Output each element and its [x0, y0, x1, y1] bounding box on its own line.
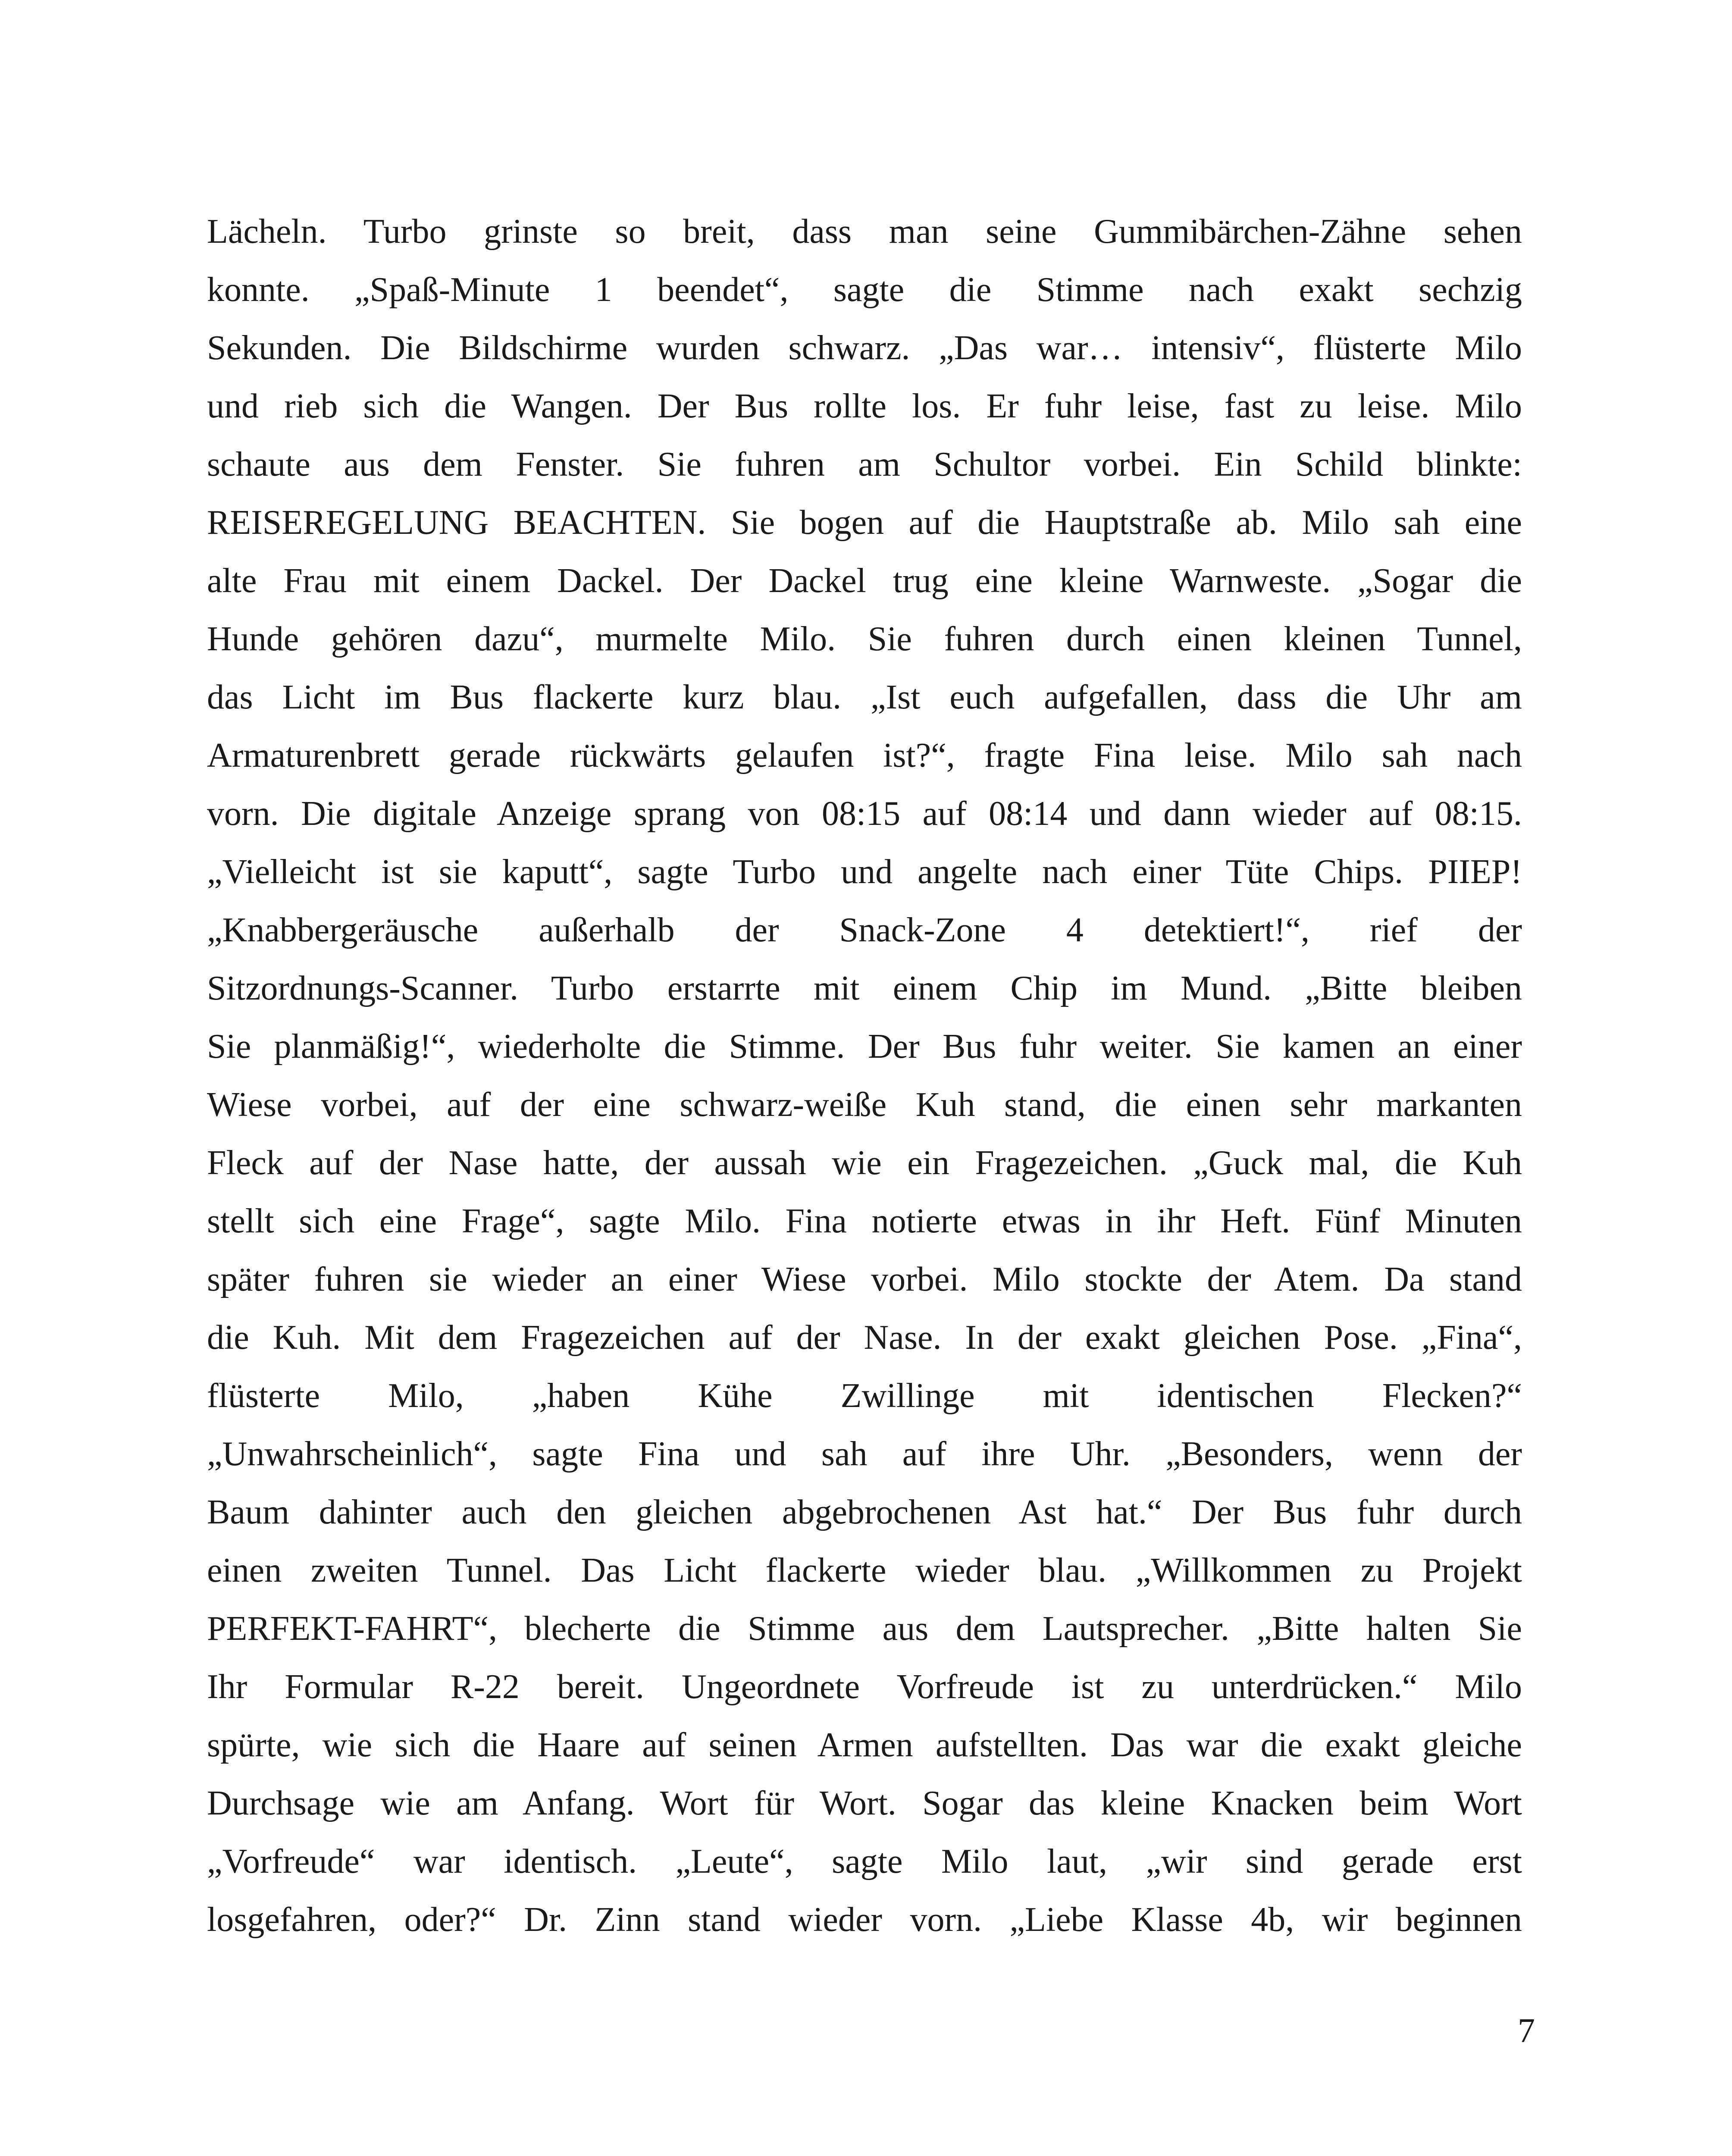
text-line: „Vielleicht ist sie kaputt“, sagte Turbo und angelte nach einer Tüte Chips. PIIEP!: [207, 853, 1522, 891]
text-line: stellt sich eine Frage“, sagte Milo. Fina notierte etwas in ihr Heft. Fünf Minuten: [207, 1202, 1522, 1240]
text-line: später fuhren sie wieder an einer Wiese vorbei. Milo stockte der Atem. Da stand: [207, 1260, 1522, 1298]
text-line: PERFEKT-FAHRT“, blecherte die Stimme aus dem Lautsprecher. „Bitte halten Sie: [207, 1610, 1522, 1648]
text-line: Sie planmäßig!“, wiederholte die Stimme. Der Bus fuhr weiter. Sie kamen an einer: [207, 1028, 1522, 1065]
text-line: Sekunden. Die Bildschirme wurden schwarz. „Das war… intensiv“, flüsterte Milo: [207, 329, 1522, 367]
text-line: Durchsage wie am Anfang. Wort für Wort. Sogar das kleine Knacken beim Wort: [207, 1784, 1522, 1822]
text-line: alte Frau mit einem Dackel. Der Dackel trug eine kleine Warnweste. „Sogar die: [207, 562, 1522, 600]
text-line: REISEREGELUNG BEACHTEN. Sie bogen auf die Hauptstraße ab. Milo sah eine: [207, 504, 1522, 542]
text-line: losgefahren, oder?“ Dr. Zinn stand wieder vorn. „Liebe Klasse 4b, wir beginnen: [207, 1901, 1522, 1939]
text-line: konnte. „Spaß-Minute 1 beendet“, sagte die Stimme nach exakt sechzig: [207, 271, 1522, 309]
text-line: vorn. Die digitale Anzeige sprang von 08:15 auf 08:14 und dann wieder auf 08:15.: [207, 795, 1522, 833]
text-line: flüsterte Milo, „haben Kühe Zwillinge mit identischen Flecken?“: [207, 1377, 1522, 1415]
text-line: Fleck auf der Nase hatte, der aussah wie ein Fragezeichen. „Guck mal, die Kuh: [207, 1144, 1522, 1182]
text-line: Ihr Formular R-22 bereit. Ungeordnete Vorfreude ist zu unterdrücken.“ Milo: [207, 1668, 1522, 1706]
text-line: „Unwahrscheinlich“, sagte Fina und sah auf ihre Uhr. „Besonders, wenn der: [207, 1435, 1522, 1473]
text-line: Armaturenbrett gerade rückwärts gelaufen ist?“, fragte Fina leise. Milo sah nach: [207, 736, 1522, 774]
page-number: 7: [1518, 2012, 1535, 2050]
text-line: spürte, wie sich die Haare auf seinen Armen aufstellten. Das war die exakt gleiche: [207, 1726, 1522, 1764]
text-line: Wiese vorbei, auf der eine schwarz-weiße Kuh stand, die einen sehr markanten: [207, 1086, 1522, 1124]
text-line: und rieb sich die Wangen. Der Bus rollte los. Er fuhr leise, fast zu leise. Milo: [207, 387, 1522, 425]
text-line: „Knabbergeräusche außerhalb der Snack-Zone 4 detektiert!“, rief der: [207, 911, 1522, 949]
text-line: Lächeln. Turbo grinste so breit, dass man seine Gummibärchen-Zähne sehen: [207, 213, 1522, 251]
text-line: Sitzordnungs-Scanner. Turbo erstarrte mit einem Chip im Mund. „Bitte bleiben: [207, 969, 1522, 1007]
text-line: schaute aus dem Fenster. Sie fuhren am Schultor vorbei. Ein Schild blinkte:: [207, 445, 1522, 483]
text-line: das Licht im Bus flackerte kurz blau. „Ist euch aufgefallen, dass die Uhr am: [207, 678, 1522, 716]
text-line: einen zweiten Tunnel. Das Licht flackerte wieder blau. „Willkommen zu Projekt: [207, 1551, 1522, 1589]
text-line: die Kuh. Mit dem Fragezeichen auf der Nase. In der exakt gleichen Pose. „Fina“,: [207, 1319, 1522, 1357]
text-line: „Vorfreude“ war identisch. „Leute“, sagte Milo laut, „wir sind gerade erst: [207, 1843, 1522, 1880]
text-line: Baum dahinter auch den gleichen abgebrochenen Ast hat.“ Der Bus fuhr durch: [207, 1493, 1522, 1531]
text-line: Hunde gehören dazu“, murmelte Milo. Sie fuhren durch einen kleinen Tunnel,: [207, 620, 1522, 658]
body-text: [207, 203, 1522, 1949]
